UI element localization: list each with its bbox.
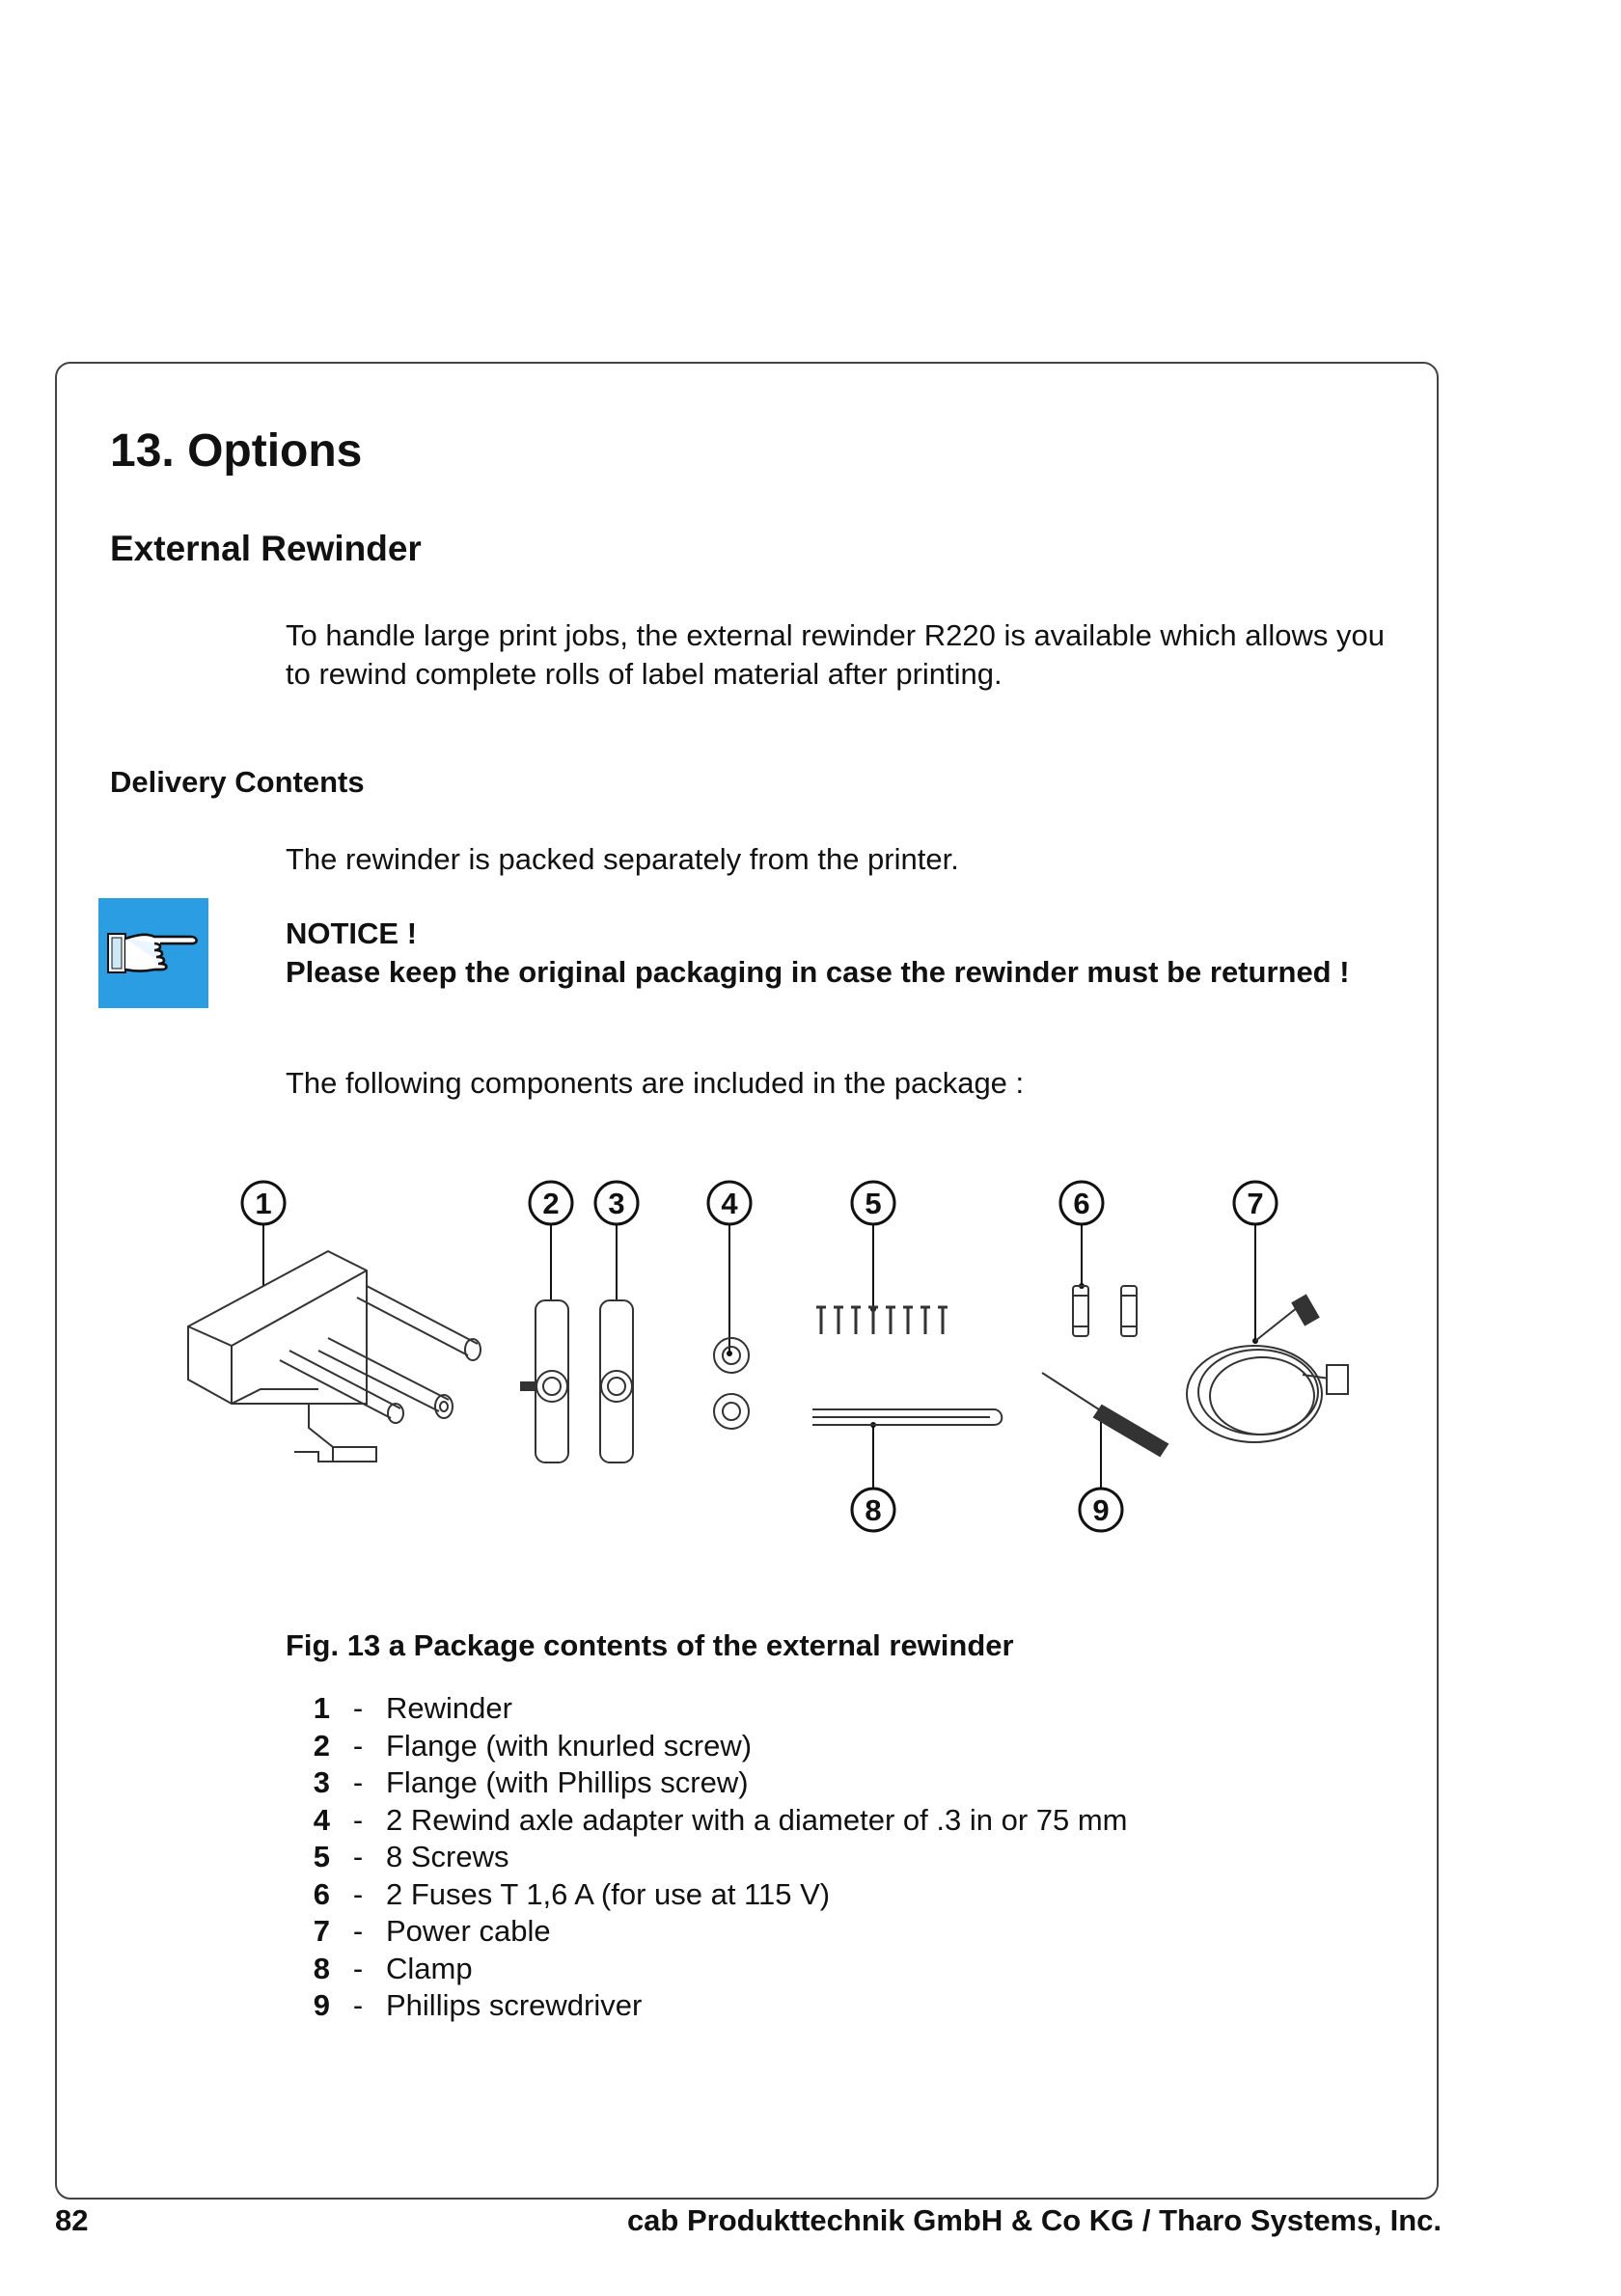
screws-drawing bbox=[816, 1307, 948, 1334]
rewinder-heading: External Rewinder bbox=[110, 529, 422, 568]
notice-text: Please keep the original packaging in case the rewinder must be returned ! bbox=[286, 955, 1350, 989]
parts-list bbox=[309, 1690, 1128, 2025]
section-title: 13. Options bbox=[110, 425, 363, 477]
svg-text:9: 9 bbox=[1092, 1493, 1110, 1527]
pointing-hand-icon bbox=[98, 898, 208, 1008]
page-number: 82 bbox=[55, 2203, 89, 2237]
packed-text: The rewinder is packed separately from the printer. bbox=[286, 842, 959, 876]
svg-text:2: 2 bbox=[542, 1187, 560, 1220]
list-item: 6 - 2 Fuses T 1,6 A (for use at 115 V) bbox=[313, 1876, 831, 1911]
svg-text:8: 8 bbox=[865, 1493, 882, 1527]
footer-company: cab Produkttechnik GmbH & Co KG / Tharo Systems, Inc. bbox=[626, 2203, 1442, 2237]
svg-text:7: 7 bbox=[1247, 1187, 1264, 1220]
following-text: The following components are included in the package : bbox=[286, 1066, 1025, 1100]
svg-text:5: 5 bbox=[865, 1187, 882, 1220]
svg-text:4: 4 bbox=[721, 1187, 738, 1220]
clamp-drawing bbox=[812, 1409, 1002, 1425]
list-item: 3 - Flange (with Phillips screw) bbox=[313, 1765, 749, 1799]
svg-text:1: 1 bbox=[255, 1187, 272, 1220]
callout-8 bbox=[852, 1422, 894, 1531]
list-item: 7 - Power cable bbox=[313, 1914, 551, 1948]
fuses-drawing bbox=[1073, 1286, 1137, 1336]
screwdriver-drawing bbox=[1042, 1373, 1168, 1456]
callout-5 bbox=[852, 1182, 894, 1312]
list-item: 1 - Rewinder bbox=[313, 1691, 512, 1725]
rewinder-intro: To handle large print jobs, the external rewinder R220 is available which allows you to rewind complete rolls of label material after printing. bbox=[286, 618, 1386, 691]
power-cable-drawing bbox=[1187, 1296, 1348, 1442]
svg-text:3: 3 bbox=[608, 1187, 625, 1220]
notice-title: NOTICE ! bbox=[286, 916, 418, 950]
list-item: 9 - Phillips screwdriver bbox=[313, 1988, 643, 2022]
callout-6 bbox=[1060, 1182, 1103, 1289]
list-item: 8 - Clamp bbox=[313, 1951, 473, 1985]
svg-text:6: 6 bbox=[1073, 1187, 1090, 1220]
callout-4 bbox=[708, 1182, 751, 1356]
figure-caption: Fig. 13 a Package contents of the external rewinder bbox=[286, 1628, 1014, 1662]
package-contents-figure bbox=[164, 1162, 1409, 1563]
flange-drawings bbox=[521, 1300, 633, 1462]
rewinder-drawing bbox=[188, 1251, 481, 1462]
list-item: 5 - 8 Screws bbox=[313, 1840, 509, 1873]
list-item: 4 - 2 Rewind axle adapter with a diameter of .3 in or 75 mm bbox=[313, 1802, 1128, 1837]
list-item: 2 - Flange (with knurled screw) bbox=[313, 1728, 753, 1763]
delivery-heading: Delivery Contents bbox=[110, 765, 365, 799]
callout-7 bbox=[1234, 1182, 1277, 1344]
